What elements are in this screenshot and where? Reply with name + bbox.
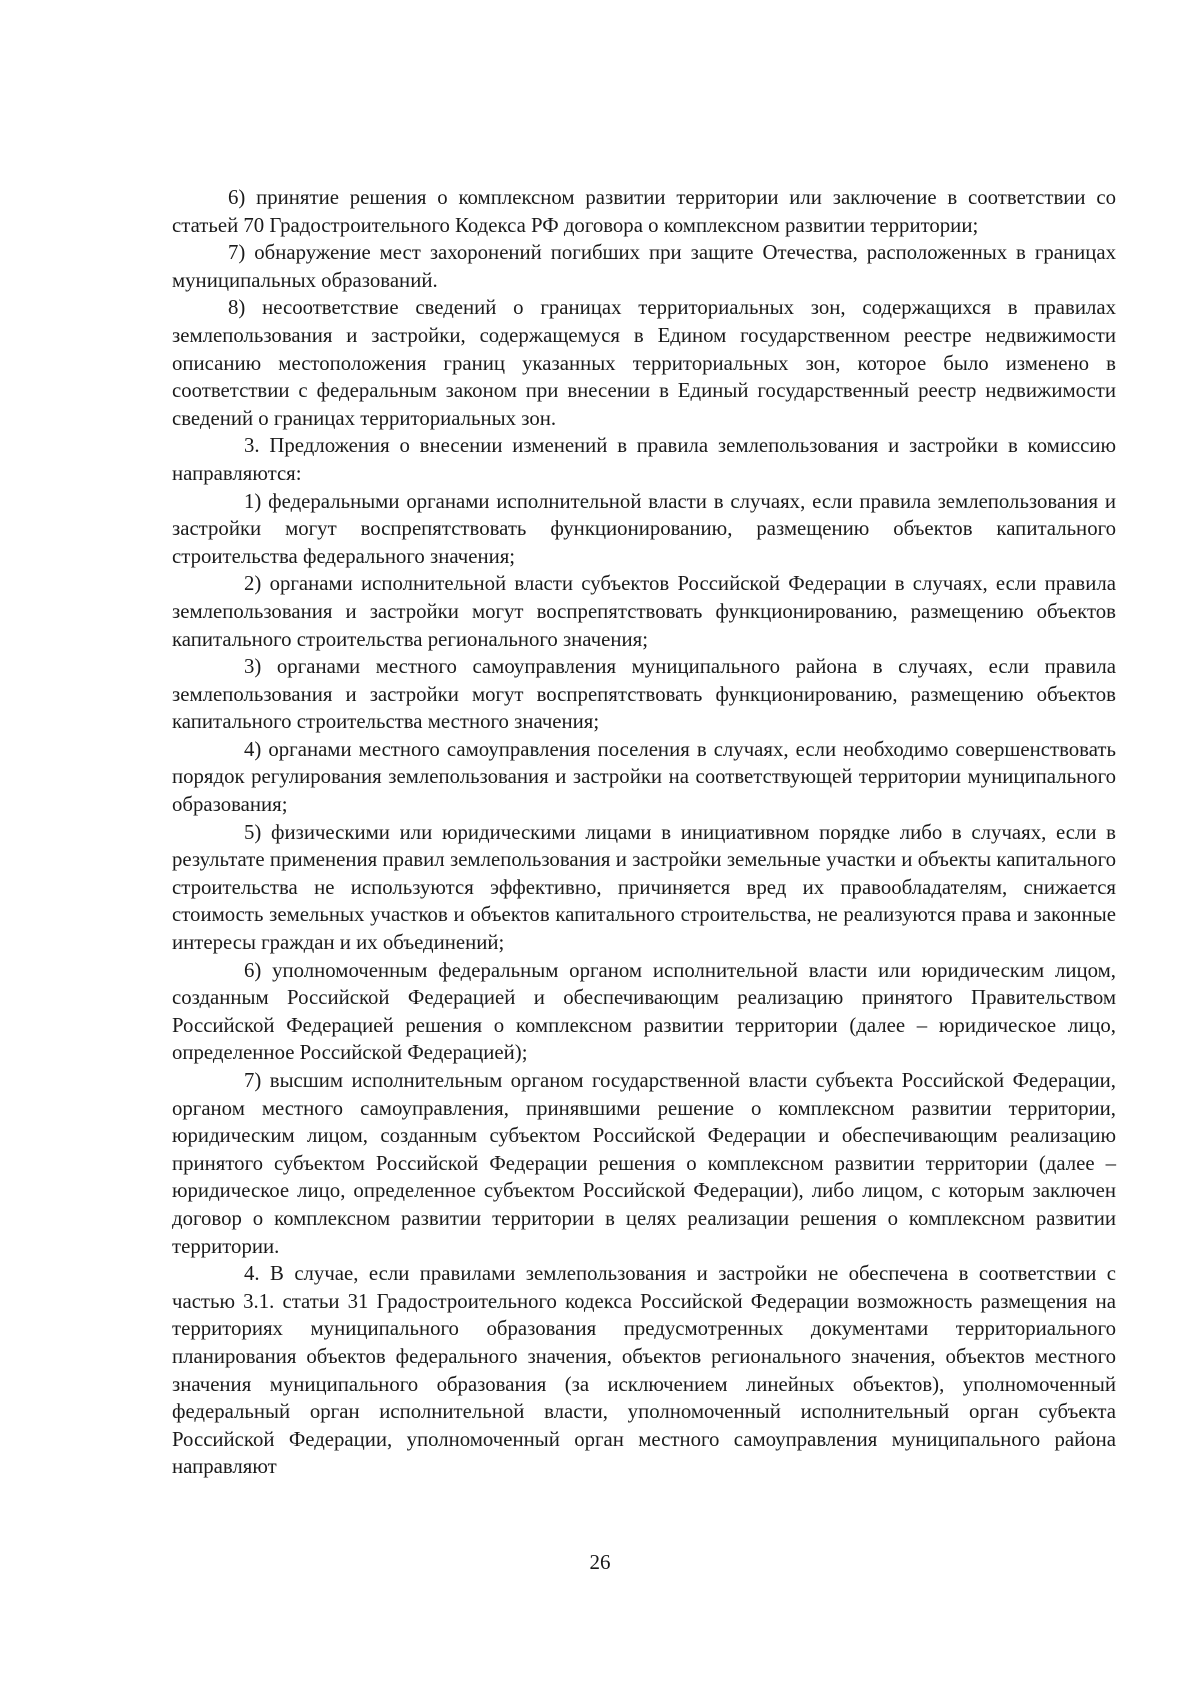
- paragraph-item-6: 6) принятие решения о комплексном развитии территории или заключение в соответствии со статьей 70 Градостроительного Кодекса РФ договора о комплексном развитии территории;: [172, 186, 1116, 237]
- paragraph-section-4: 4. В случае, если правилами землепользования и застройки не обеспечена в соответствии с частью 3.1. статьи 31 Градостроительного кодекса Российской Федерации возможность размещения на территориях муниципального образования предусмотренных документами территориального планирования объектов федерального значения, объектов регионального значения, объектов местного значения муниципального образования (за исключением линейных объектов), уполномоченный федеральный орган исполнительной власти, уполномоченный исполнительный орган субъекта Российской Федерации, уполномоченный орган местного самоуправления муниципального района направляют: [172, 1262, 1116, 1479]
- paragraph-section-3: 3. Предложения о внесении изменений в правила землепользования и застройки в комиссию направляются:: [172, 434, 1116, 485]
- paragraph-subitem-1: 1) федеральными органами исполнительной власти в случаях, если правила землепользования и застройки могут воспрепятствовать функционированию, размещению объектов капитального строительства федерального значения;: [172, 489, 1116, 568]
- paragraph-subitem-2: 2) органами исполнительной власти субъектов Российской Федерации в случаях, если правила землепользования и застройки могут воспрепятствовать функционированию, размещению объектов капитального строительства регионального значения;: [172, 572, 1116, 651]
- paragraph-item-8: 8) несоответствие сведений о границах территориальных зон, содержащихся в правилах землепользования и застройки, содержащемуся в Едином государственном реестре недвижимости описанию местоположения границ указанных территориальных зон, которое было изменено в соответствии с федеральным законом при внесении в Единый государственный реестр недвижимости сведений о границах территориальных зон.: [172, 296, 1116, 430]
- paragraph-subitem-6: 6) уполномоченным федеральным органом исполнительной власти или юридическим лицом, созданным Российской Федерацией и обеспечивающим реализацию принятого Правительством Российской Федерацией решения о комплексном развитии территории (далее – юридическое лицо, определенное Российской Федерацией);: [172, 958, 1116, 1065]
- paragraph-subitem-7: 7) высшим исполнительным органом государственной власти субъекта Российской Федерации, органом местного самоуправления, принявшими решение о комплексном развитии территории, юридическим лицом, созданным субъектом Российской Федерации и обеспечивающим реализацию принятого субъектом Российской Федерации решения о комплексном развитии территории (далее – юридическое лицо, определенное субъектом Российской Федерации), либо лицом, с которым заключен договор о комплексном развитии территории в целях реализации решения о комплексном развитии территории.: [172, 1069, 1116, 1258]
- paragraph-subitem-3: 3) органами местного самоуправления муниципального района в случаях, если правила землепользования и застройки могут воспрепятствовать функционированию, размещению объектов капитального строительства местного значения;: [172, 655, 1116, 734]
- paragraph-subitem-5: 5) физическими или юридическими лицами в инициативном порядке либо в случаях, если в результате применения правил землепользования и застройки земельные участки и объекты капитального строительства не используются эффективно, причиняется вред их правообладателям, снижается стоимость земельных участков и объектов капитального строительства, не реализуются права и законные интересы граждан и их объединений;: [172, 820, 1116, 955]
- document-body: [172, 184, 1116, 1481]
- paragraph-subitem-4: 4) органами местного самоуправления поселения в случаях, если необходимо совершенствовать порядок регулирования землепользования и застройки на соответствующей территории муниципального образования;: [172, 737, 1116, 817]
- paragraph-item-7: 7) обнаружение мест захоронений погибших при защите Отечества, расположенных в границах муниципальных образований.: [172, 241, 1116, 292]
- page-number: 26: [589, 1550, 611, 1574]
